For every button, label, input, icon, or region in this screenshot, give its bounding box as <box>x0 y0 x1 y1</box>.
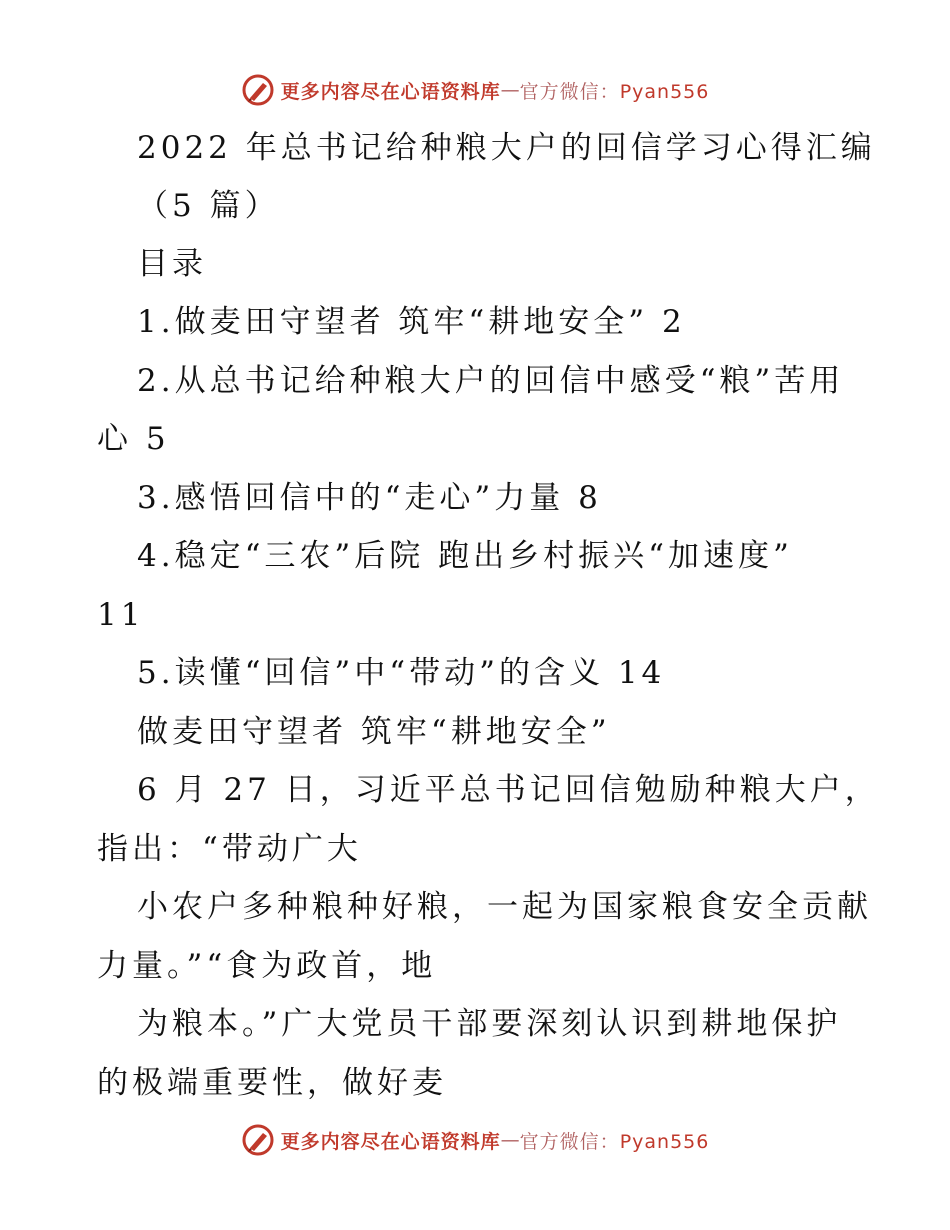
body-line: 力量。”“食为政首，地 <box>97 948 437 984</box>
body-line: 为粮本。”广大党员干部要深刻认识到耕地保护 <box>137 1006 842 1042</box>
toc-item-4: 4.稳定“三农”后院 跑出乡村振兴“加速度” <box>137 538 793 574</box>
watermark-wechat <box>520 1127 710 1154</box>
document-title: 2022 年总书记给种粮大户的回信学习心得汇编 <box>137 130 876 166</box>
watermark-wechat <box>520 77 710 104</box>
body-line: 的极端重要性，做好麦 <box>97 1065 447 1101</box>
toc-item-5: 5.读懂“回信”中“带动”的含义 14 <box>137 655 666 691</box>
toc-item-3: 3.感悟回信中的“走心”力量 8 <box>137 480 602 516</box>
watermark-banner-bottom <box>0 1120 950 1160</box>
body-line: 6 月 27 日，习近平总书记回信勉励种粮大户， <box>137 772 880 808</box>
section-heading: 做麦田守望者 筑牢“耕地安全” <box>137 714 611 750</box>
body-line: 小农户多种粮种好粮，一起为国家粮食安全贡献 <box>137 889 872 925</box>
watermark-banner-top <box>0 70 950 110</box>
watermark-separator: — <box>500 1129 520 1151</box>
toc-item-1: 1.做麦田守望者 筑牢“耕地安全” 2 <box>137 304 686 340</box>
wechat-label: 官方微信： <box>519 1130 620 1153</box>
pen-logo-icon <box>241 73 275 107</box>
wechat-id: Pyan556 <box>619 80 710 103</box>
wechat-id: Pyan556 <box>619 1130 710 1153</box>
toc-item-2-cont: 心 5 <box>97 421 170 457</box>
toc-heading: 目录 <box>137 246 207 282</box>
watermark-brand: 更多内容尽在心语资料库 <box>280 80 501 103</box>
document-subtitle: （5 篇） <box>137 188 280 224</box>
toc-item-2: 2.从总书记给种粮大户的回信中感受“粮”苦用 <box>137 363 845 399</box>
wechat-label: 官方微信： <box>519 80 620 103</box>
toc-item-4-cont: 11 <box>97 597 145 633</box>
pen-logo-icon <box>241 1123 275 1157</box>
watermark-brand: 更多内容尽在心语资料库 <box>280 1130 501 1153</box>
watermark-separator: — <box>500 79 520 101</box>
body-line: 指出：“带动广大 <box>97 831 362 867</box>
